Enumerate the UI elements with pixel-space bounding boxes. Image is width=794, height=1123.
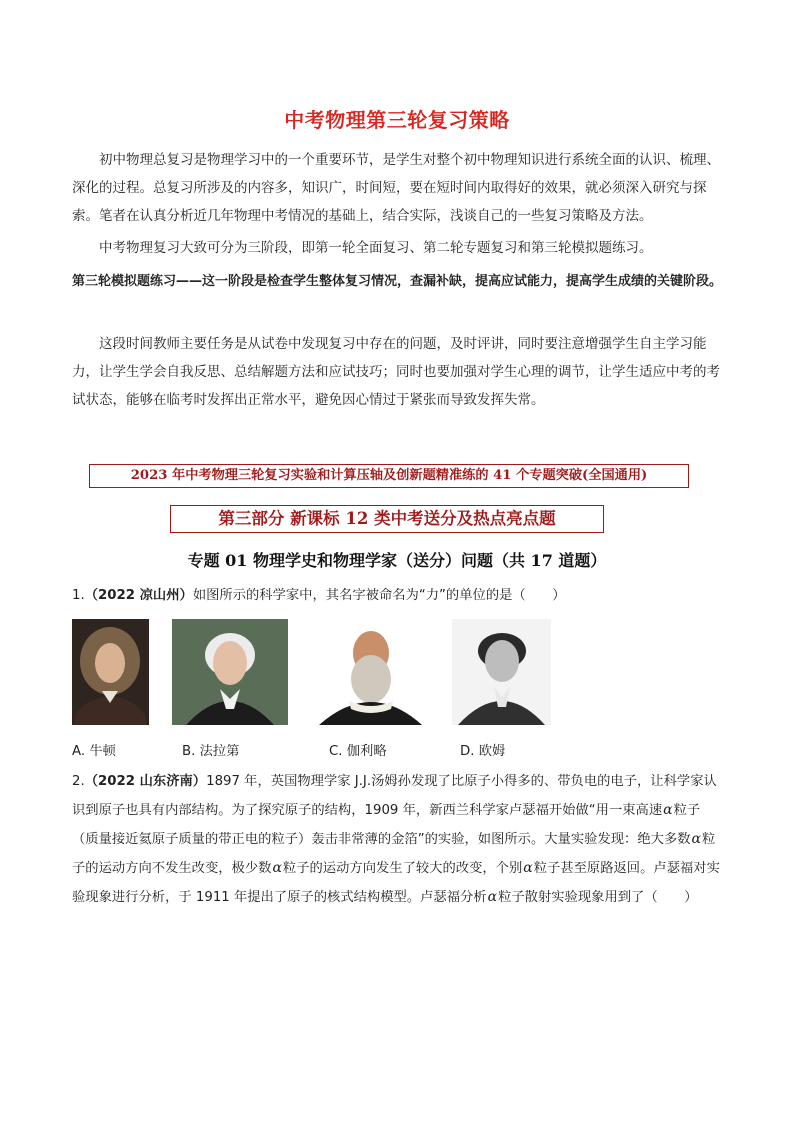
option-b[interactable]: B. 法拉第 [182, 744, 240, 759]
option-c[interactable]: C. 伽利略 [329, 744, 387, 759]
alpha-symbol: α [663, 802, 673, 818]
question-source: （2022 凉山州） [84, 588, 193, 603]
alpha-symbol: α [487, 889, 498, 905]
alpha-symbol: α [523, 860, 533, 876]
alpha-symbol: α [691, 831, 702, 847]
question-text-part-1: 1897 年，英国物理学家 J.J.汤姆孙发现了比原子小得多的、带负电的电子，让科学家认识到原子也具有内部结构。为了探究原子的结构，1909 年，新西兰科学家卢瑟福开始做“用一束高速 [72, 774, 717, 818]
question-text: 如图所示的科学家中，其名字被命名为“力”的单位的是（ ） [192, 588, 566, 603]
portrait-newton-image [72, 619, 149, 725]
portrait-ohm [452, 619, 551, 725]
question-text-part-6: 粒子散射实验现象用到了（ ） [498, 890, 698, 905]
portrait-ohm-image [452, 619, 551, 725]
portrait-newton [72, 619, 149, 725]
option-d[interactable]: D. 欧姆 [460, 744, 506, 759]
question-text-part-4: 粒子的运动方向发生了较大的改变，个别 [282, 861, 523, 876]
question-source: （2022 山东济南） [84, 774, 207, 789]
intro-paragraph-2: 中考物理复习大致可分为三阶段，即第一轮全面复习、第二轮专题复习和第三轮模拟题练习。 [99, 240, 653, 256]
question-2 [72, 768, 724, 912]
question-text-part-2: 粒子（质量接近氦原子质量的带正电的粒子）轰击非常薄的金箔”的实验，如图所示。大量实验发现：绝大多数 [72, 803, 701, 847]
portrait-galileo [311, 619, 430, 725]
question-1 [72, 582, 724, 610]
part-banner: 第三部分 新课标 12 类中考送分及热点亮点题 [170, 505, 604, 533]
alpha-symbol: α [272, 860, 282, 876]
stage3-bold-paragraph: 第三轮模拟题练习——这一阶段是检查学生整体复习情况，查漏补缺，提高应试能力，提高学生成绩的关键阶段。 [72, 274, 723, 289]
page-title: 中考物理第三轮复习策略 [284, 108, 510, 132]
question-number: 1. [72, 588, 85, 603]
portrait-galileo-image [311, 619, 430, 725]
option-a[interactable]: A. 牛顿 [72, 744, 116, 759]
topic-heading: 专题 01 物理学史和物理学家（送分）问题（共 17 道题） [187, 551, 607, 570]
question-text-part-5: 粒子甚至原路返回。卢瑟福对实验现象进行分析，于 1911 年提出了原子的核式结构模型。卢瑟福分析 [72, 861, 720, 905]
series-banner: 2023 年中考物理三轮复习实验和计算压轴及创新题精准练的 41 个专题突破(全国通用) [89, 464, 689, 488]
question-text-part-3: 粒子的运动方向不发生改变，极少数 [72, 832, 716, 876]
question-number: 2. [72, 774, 85, 789]
intro-paragraph-3: 这段时间教师主要任务是从试卷中发现复习中存在的问题，及时评讲，同时要注意增强学生自主学习能力，让学生学会自我反思、总结解题方法和应试技巧；同时也要加强对学生心理的调节，让学生适应中考的考试状态，能够在临考时发挥出正常水平，避免因心情过于紧张而导致发挥失常。 [72, 336, 720, 408]
intro-paragraph-1: 初中物理总复习是物理学习中的一个重要环节，是学生对整个初中物理知识进行系统全面的认识、梳理、深化的过程。总复习所涉及的内容多，知识广，时间短，要在短时间内取得好的效果，就必须深入研究与探索。笔者在认真分析近几年物理中考情况的基础上，结合实际，浅谈自己的一些复习策略及方法。 [72, 152, 720, 224]
portrait-faraday [172, 619, 288, 725]
portrait-faraday-image [172, 619, 288, 725]
